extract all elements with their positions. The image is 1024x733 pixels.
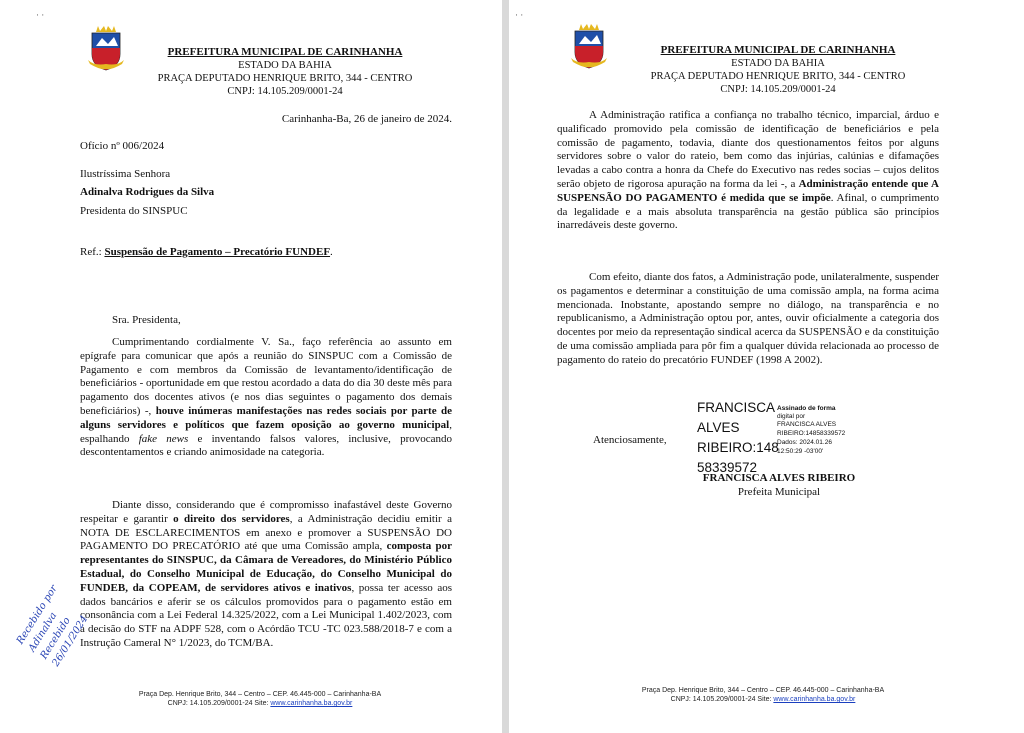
p1-text: Cumprimentando cordialmente V. Sa., faço referência ao assunto em epígrafe para comunicar que após a reunião do SINSPUC com a Comissão de Pagamento e com membros da Comissão de levantamento/identificação de beneficiários - oportunidade em que restou acordado a data do dia 30 deste mês para pagamento dos docentes ativos (e nos dias seguintes o pagamento dos demais beneficiários) -, xyxy=(80,336,452,417)
footer-site-link[interactable]: www.carinhanha.ba.gov.br xyxy=(773,696,856,703)
oficio-number: Ofício nº 006/2024 xyxy=(80,140,165,152)
signature-detail-3: FRANCISCA ALVES xyxy=(777,421,837,428)
paragraph-4: Com efeito, diante dos fatos, a Administração pode, unilateralmente, suspender os pagamentos e determinar a constituição de uma comissão ampla, na forma acima mencionada. Inobstante, apostando sempre no diálogo, na transparência e no republicanismo, a Administração optou por, antes, ouvir oficialmente a categoria dos docentes por meio da representação sindical acerca da SUSPENSÃO e da constituição de uma comissão ampliada para pôr fim a qualquer dúvida relacionada ao processo de pagamento do rateio do precatório FUNDEF (1998 A 2002). xyxy=(557,271,939,366)
footer-address: Praça Dep. Henrique Brito, 344 – Centro – CEP. 46.445-000 – Carinhanha-BA xyxy=(138,691,382,698)
closing: Atenciosamente, xyxy=(593,434,667,446)
salutation: Ilustríssima Senhora xyxy=(80,168,171,180)
signature-detail-5: Dados: 2024.01.26 xyxy=(777,439,832,446)
reference-line xyxy=(80,246,333,260)
p3-text: A Administração ratifica a confiança no trabalho técnico, imparcial, árduo e qualificado promovido pela comissão de identificação de beneficiários e pela comissão de pagamento, todavia, diante dos questionamentos feitos por alguns servidores sobre o valor do rateio, bem como das injúrias, calúnias e difamações levadas a cabo contra a honra da Chefe do Executivo nas redes socias – cujos delitos serão objeto de rigorosa apuração na forma da lei -, a xyxy=(557,109,939,190)
p2-bold: o direito dos servidores xyxy=(173,512,290,525)
letterhead xyxy=(613,44,943,96)
reference-end: . xyxy=(330,246,333,258)
signature-name-line-4: 58339572 xyxy=(697,460,758,475)
p1-bold: houve inúmeras manifestações nas redes sociais por parte de alguns servidores e políticos que fazem oposição ao governo municipal xyxy=(80,404,452,431)
p2-text: Diante disso, considerando que é compromisso inafastável deste Governo respeitar e garantir xyxy=(80,499,452,525)
municipal-crest-logo xyxy=(569,22,609,70)
paragraph-3 xyxy=(557,109,939,233)
scan-mark: · · xyxy=(515,10,524,20)
document-page-right xyxy=(509,0,1024,733)
signature-name-line-1: FRANCISCA xyxy=(697,400,776,415)
footer-address: Praça Dep. Henrique Brito, 344 – Centro – CEP. 46.445-000 – Carinhanha-BA xyxy=(641,687,885,694)
signature-name-line-3: RIBEIRO:148 xyxy=(697,440,779,455)
page-footer-right xyxy=(603,686,923,704)
footer-cnpj: CNPJ: 14.105.209/0001-24 Site: xyxy=(167,700,271,707)
p3-bold: Administração entende que A SUSPENSÃO DO PAGAMENTO é medida que se impõe xyxy=(557,177,939,204)
scan-mark: · · xyxy=(36,10,45,20)
letterhead-cnpj: CNPJ: 14.105.209/0001-24 xyxy=(227,86,343,97)
letterhead-title: PREFEITURA MUNICIPAL DE CARINHANHA xyxy=(167,46,403,58)
footer-cnpj: CNPJ: 14.105.209/0001-24 Site: xyxy=(670,696,774,703)
letterhead xyxy=(120,46,450,98)
letterhead-title: PREFEITURA MUNICIPAL DE CARINHANHA xyxy=(660,44,896,56)
p3-text-2: . Afinal, o cumprimento da legalidade e a mais absoluta transparência na gestão pública são princípios inarredáveis deste governo. xyxy=(557,191,939,232)
p1-text-2: , espalhando xyxy=(80,418,452,445)
signature-detail-6: 12:50:29 -03'00' xyxy=(777,448,824,455)
p2-text-2: , a Administração decidiu emitir a NOTA DE ESCLARECIMENTOS em anexo e promover a SUSPENSÃO DO PAGAMENTO DO PRECATÓRIO até que uma Comissão ampla, xyxy=(80,512,452,553)
page-footer-left xyxy=(100,690,420,708)
letterhead-cnpj: CNPJ: 14.105.209/0001-24 xyxy=(720,84,836,95)
signature-name-line-2: ALVES xyxy=(697,420,740,435)
signature-detail-1: Assinado de forma xyxy=(777,405,836,412)
recipient-name: Adinalva Rodrigues da Silva xyxy=(80,186,215,198)
signature-detail-2: digital por xyxy=(777,413,806,420)
document-page-left xyxy=(0,0,502,733)
signer-name: FRANCISCA ALVES RIBEIRO xyxy=(702,472,856,484)
recipient-role: Presidenta do SINSPUC xyxy=(80,205,188,217)
signature-detail-4: RIBEIRO:14858339572 xyxy=(777,430,846,437)
p1-text-3: e inventando falsos valores, inclusive, provocando descontentamentos e criando animosidade na categoria. xyxy=(80,432,452,459)
letter-date: Carinhanha-Ba, 26 de janeiro de 2024. xyxy=(281,113,452,125)
letterhead-state: ESTADO DA BAHIA xyxy=(238,60,332,71)
greeting: Sra. Presidenta, xyxy=(112,314,181,326)
reference-label: Ref.: xyxy=(80,246,105,258)
letterhead-state: ESTADO DA BAHIA xyxy=(731,58,825,69)
signer-role: Prefeita Municipal xyxy=(737,486,821,498)
p2-text-3: , possa ter acesso aos dados bancários e aferir se os cálculos promovidos para o pagamento estão em consonância com a Lei Federal 14.325/2022, com a Lei Municipal 1.402/2023, com a decisão do STF na ADPF 528, com o Acórdão TCU -TC 023.588/2018-7 e com a Instrução Cameral N° 1/2023, do TCM/BA. xyxy=(80,581,452,649)
letterhead-address: PRAÇA DEPUTADO HENRIQUE BRITO, 344 - CENTRO xyxy=(157,73,413,84)
p2-bold-2: composta por representantes do SINSPUC, da Câmara de Vereadores, do Ministério Público Estadual, do Conselho Municipal de Educação, do Conselho Municipal do FUNDEB, da COPEAM, de servidores ativos e inativos xyxy=(80,540,452,594)
p1-italic: fake news xyxy=(138,432,189,445)
handwritten-receipt-note: Recebido por Adinalva Recebido 26/01/2024 xyxy=(14,583,91,669)
reference-subject: Suspensão de Pagamento – Precatório FUNDEF xyxy=(104,246,331,258)
paragraph-1 xyxy=(80,336,452,460)
footer-site-link[interactable]: www.carinhanha.ba.gov.br xyxy=(270,700,353,707)
letterhead-address: PRAÇA DEPUTADO HENRIQUE BRITO, 344 - CENTRO xyxy=(650,71,906,82)
